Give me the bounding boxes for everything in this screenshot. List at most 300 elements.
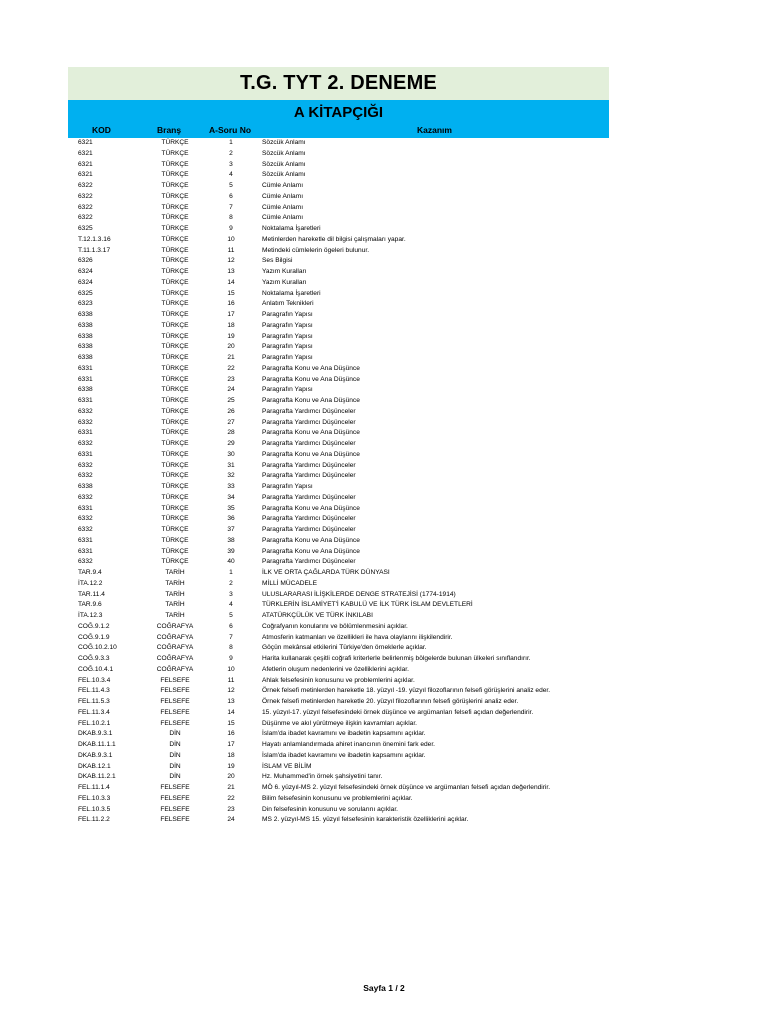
booklet-title: A KİTAPÇIĞI bbox=[68, 100, 609, 124]
table-row bbox=[68, 224, 609, 235]
cell-kazanim: Paragrafın Yapısı bbox=[262, 483, 313, 490]
table-row bbox=[68, 213, 609, 224]
cell-kazanim: Paragrafta Yardımcı Düşünceler bbox=[262, 461, 356, 469]
cell-soru-no: 11 bbox=[227, 246, 235, 254]
cell-kazanim: Hayatı anlamlandırmada ahiret inancının önemini fark eder. bbox=[262, 741, 435, 748]
cell-kod: DKAB.11.2.1 bbox=[78, 773, 116, 781]
table-row bbox=[68, 815, 609, 826]
cell-kod: 6332 bbox=[78, 558, 93, 566]
table-row bbox=[68, 590, 609, 601]
header-kazanim: Kazanım bbox=[417, 125, 452, 135]
cell-kazanim: Paragrafta Yardımcı Düşünceler bbox=[262, 418, 356, 426]
table-row bbox=[68, 536, 609, 547]
cell-kazanim: 15. yüzyıl-17. yüzyıl felsefesindeki örnek düşünce ve argümanları felsefi açıdan değerlendirir. bbox=[262, 708, 534, 716]
cell-kazanim: Paragrafta Yardımcı Düşünceler bbox=[262, 526, 356, 533]
table-row bbox=[68, 138, 609, 149]
cell-kod: 6324 bbox=[78, 268, 93, 275]
table-row bbox=[68, 697, 609, 708]
document-title: T.G. TYT 2. DENEME bbox=[68, 67, 609, 100]
table-row bbox=[68, 547, 609, 558]
table-row bbox=[68, 514, 609, 525]
table-row bbox=[68, 375, 609, 386]
table-row bbox=[68, 321, 609, 332]
cell-kod: DKAB.11.1.1 bbox=[78, 741, 116, 748]
cell-kod: 6331 bbox=[78, 429, 93, 437]
cell-soru-no: 12 bbox=[227, 257, 235, 265]
table-row bbox=[68, 557, 609, 568]
table-row bbox=[68, 289, 609, 300]
cell-brans: FELSEFE bbox=[160, 698, 190, 705]
cell-brans: TÜRKÇE bbox=[161, 515, 189, 523]
cell-soru-no: 14 bbox=[227, 708, 235, 716]
cell-brans: TÜRKÇE bbox=[161, 300, 189, 308]
cell-soru-no: 7 bbox=[229, 203, 233, 211]
cell-kod: 6322 bbox=[78, 182, 93, 189]
cell-soru-no: 6 bbox=[229, 192, 233, 200]
cell-kazanim: Noktalama İşaretleri bbox=[262, 289, 321, 297]
cell-kod: 6338 bbox=[78, 483, 93, 490]
cell-kazanim: Atmosferin katmanları ve özellikleri ile hava olaylarını ilişkilendirir. bbox=[262, 633, 453, 641]
cell-kod: 6338 bbox=[78, 354, 93, 361]
cell-kazanim: Cümle Anlamı bbox=[262, 192, 304, 200]
cell-kod: FEL.11.2.2 bbox=[78, 816, 110, 824]
cell-brans: TÜRKÇE bbox=[161, 225, 189, 232]
table-row bbox=[68, 504, 609, 515]
cell-brans: TÜRKÇE bbox=[161, 418, 189, 426]
cell-soru-no: 12 bbox=[227, 687, 235, 695]
cell-kazanim: MÖ 6. yüzyıl-MS 2. yüzyıl felsefesindeki örnek düşünce ve argümanları felsefi açıdan değerlendirir. bbox=[262, 784, 551, 791]
cell-kazanim: Anlatım Teknikleri bbox=[262, 300, 314, 308]
cell-soru-no: 22 bbox=[227, 364, 235, 372]
cell-soru-no: 2 bbox=[229, 149, 233, 157]
cell-kod: 6332 bbox=[78, 440, 93, 447]
cell-soru-no: 6 bbox=[229, 622, 233, 630]
cell-kod: 6338 bbox=[78, 343, 93, 351]
table-row bbox=[68, 708, 609, 719]
cell-brans: TÜRKÇE bbox=[161, 386, 189, 394]
cell-brans: COĞRAFYA bbox=[156, 622, 194, 630]
cell-brans: TARİH bbox=[165, 579, 185, 587]
cell-soru-no: 21 bbox=[227, 354, 235, 361]
cell-brans: FELSEFE bbox=[160, 687, 190, 695]
table-row bbox=[68, 482, 609, 493]
header-brans: Branş bbox=[157, 125, 182, 135]
cell-kazanim: İslam'da ibadet kavramını ve ibadetin kapsamını açıklar. bbox=[262, 730, 426, 738]
cell-kod: COĞ.10.2.10 bbox=[78, 644, 117, 652]
cell-kod: FEL.10.3.3 bbox=[78, 794, 111, 802]
cell-kod: 6321 bbox=[78, 139, 93, 146]
cell-brans: TÜRKÇE bbox=[161, 375, 189, 383]
cell-soru-no: 18 bbox=[227, 751, 235, 759]
table-row bbox=[68, 170, 609, 181]
cell-soru-no: 10 bbox=[227, 665, 235, 673]
cell-kazanim: Paragrafta Konu ve Ana Düşünce bbox=[262, 504, 360, 512]
cell-brans: TÜRKÇE bbox=[161, 397, 189, 404]
cell-soru-no: 36 bbox=[227, 515, 235, 523]
cell-soru-no: 9 bbox=[229, 225, 233, 232]
cell-kod: DKAB.12.1 bbox=[78, 762, 111, 770]
cell-soru-no: 15 bbox=[227, 719, 235, 727]
cell-brans: TÜRKÇE bbox=[161, 289, 189, 297]
cell-kazanim: Paragrafta Konu ve Ana Düşünce bbox=[262, 429, 360, 437]
cell-kazanim: ULUSLARARASI İLİŞKİLERDE DENGE STRATEJİSİ (1774-1914) bbox=[262, 590, 456, 598]
cell-soru-no: 30 bbox=[227, 450, 235, 458]
table-row bbox=[68, 235, 609, 246]
cell-brans: TÜRKÇE bbox=[161, 182, 189, 189]
table-row bbox=[68, 783, 609, 794]
cell-kod: 6322 bbox=[78, 192, 93, 200]
cell-soru-no: 38 bbox=[227, 536, 235, 544]
cell-soru-no: 25 bbox=[227, 397, 235, 404]
cell-kod: 6322 bbox=[78, 203, 93, 211]
cell-brans: TÜRKÇE bbox=[161, 171, 189, 179]
cell-brans: TÜRKÇE bbox=[161, 526, 189, 533]
cell-kazanim: Paragrafta Yardımcı Düşünceler bbox=[262, 493, 356, 501]
cell-soru-no: 19 bbox=[227, 762, 235, 770]
cell-brans: DİN bbox=[169, 773, 181, 781]
cell-kod: 6331 bbox=[78, 547, 93, 555]
cell-soru-no: 27 bbox=[227, 418, 235, 426]
table-row bbox=[68, 794, 609, 805]
table-row bbox=[68, 385, 609, 396]
table-row bbox=[68, 729, 609, 740]
cell-kazanim: Metinlerden hareketle dil bilgisi çalışmaları yapar. bbox=[262, 235, 406, 243]
cell-soru-no: 4 bbox=[229, 601, 233, 609]
cell-brans: TÜRKÇE bbox=[161, 504, 189, 512]
cell-kod: 6321 bbox=[78, 149, 93, 157]
table-row bbox=[68, 493, 609, 504]
header-kod: KOD bbox=[92, 125, 111, 135]
cell-brans: TÜRKÇE bbox=[161, 246, 189, 254]
table-row bbox=[68, 149, 609, 160]
cell-soru-no: 39 bbox=[227, 547, 235, 555]
cell-kazanim: Sözcük Anlamı bbox=[262, 139, 306, 146]
cell-kazanim: TÜRKLERİN İSLAMİYET'İ KABULÜ VE İLK TÜRK İSLAM DEVLETLERİ bbox=[262, 601, 473, 609]
table-row bbox=[68, 342, 609, 353]
table-row bbox=[68, 364, 609, 375]
table-row bbox=[68, 611, 609, 622]
cell-soru-no: 21 bbox=[227, 784, 235, 791]
cell-kod: 6338 bbox=[78, 321, 93, 329]
cell-kazanim: Sözcük Anlamı bbox=[262, 171, 306, 179]
cell-kod: İTA.12.3 bbox=[78, 612, 103, 619]
cell-soru-no: 13 bbox=[227, 698, 235, 705]
table-row bbox=[68, 396, 609, 407]
cell-kod: FEL.11.4.3 bbox=[78, 687, 110, 695]
table-row bbox=[68, 772, 609, 783]
cell-soru-no: 3 bbox=[229, 160, 233, 168]
table-row bbox=[68, 600, 609, 611]
table-row bbox=[68, 418, 609, 429]
table-row bbox=[68, 428, 609, 439]
cell-kod: 6331 bbox=[78, 536, 93, 544]
cell-brans: TÜRKÇE bbox=[161, 203, 189, 211]
cell-kazanim: Paragrafın Yapısı bbox=[262, 386, 313, 394]
table-row bbox=[68, 461, 609, 472]
cell-kod: 6331 bbox=[78, 450, 93, 458]
table-row bbox=[68, 676, 609, 687]
cell-kazanim: Paragrafta Yardımcı Düşünceler bbox=[262, 407, 356, 415]
cell-kod: 6332 bbox=[78, 407, 93, 415]
table-row bbox=[68, 471, 609, 482]
cell-brans: TÜRKÇE bbox=[161, 440, 189, 447]
cell-brans: TÜRKÇE bbox=[161, 558, 189, 566]
cell-brans: TÜRKÇE bbox=[161, 536, 189, 544]
cell-brans: TÜRKÇE bbox=[161, 149, 189, 157]
cell-brans: TÜRKÇE bbox=[161, 450, 189, 458]
cell-kazanim: Hz. Muhammed'in örnek şahsiyetini tanır. bbox=[262, 773, 383, 781]
cell-brans: TÜRKÇE bbox=[161, 278, 189, 286]
cell-kazanim: ATATÜRKÇÜLÜK VE TÜRK İNKILABI bbox=[262, 612, 373, 619]
cell-kod: DKAB.9.3.1 bbox=[78, 730, 113, 738]
cell-kazanim: Yazım Kuralları bbox=[262, 278, 307, 286]
cell-brans: COĞRAFYA bbox=[156, 655, 194, 662]
cell-soru-no: 18 bbox=[227, 321, 235, 329]
cell-soru-no: 31 bbox=[227, 461, 235, 469]
cell-soru-no: 32 bbox=[227, 472, 235, 480]
cell-kod: 6321 bbox=[78, 160, 93, 168]
cell-kazanim: Paragrafta Konu ve Ana Düşünce bbox=[262, 450, 360, 458]
cell-soru-no: 24 bbox=[227, 386, 235, 394]
cell-kod: 6332 bbox=[78, 461, 93, 469]
cell-brans: TÜRKÇE bbox=[161, 192, 189, 200]
cell-brans: TARİH bbox=[165, 590, 185, 598]
table-row bbox=[68, 278, 609, 289]
cell-kod: 6331 bbox=[78, 364, 93, 372]
cell-soru-no: 29 bbox=[227, 440, 235, 447]
table-row bbox=[68, 160, 609, 171]
cell-kazanim: Paragrafta Yardımcı Düşünceler bbox=[262, 472, 356, 480]
cell-soru-no: 1 bbox=[229, 569, 233, 576]
table-body bbox=[68, 138, 609, 826]
table-row bbox=[68, 568, 609, 579]
cell-kazanim: Afetlerin oluşum nedenlerini ve özelliklerini açıklar. bbox=[262, 665, 409, 673]
cell-kod: 6338 bbox=[78, 332, 93, 340]
cell-kazanim: Sözcük Anlamı bbox=[262, 160, 306, 168]
cell-soru-no: 17 bbox=[227, 741, 235, 748]
cell-soru-no: 13 bbox=[227, 268, 235, 275]
cell-soru-no: 5 bbox=[229, 612, 233, 619]
cell-soru-no: 24 bbox=[227, 816, 235, 824]
cell-kazanim: Paragrafta Yardımcı Düşünceler bbox=[262, 440, 356, 447]
cell-soru-no: 22 bbox=[227, 794, 235, 802]
table-row bbox=[68, 256, 609, 267]
cell-soru-no: 7 bbox=[229, 633, 233, 641]
cell-kazanim: Cümle Anlamı bbox=[262, 182, 304, 189]
cell-kazanim: Paragrafın Yapısı bbox=[262, 343, 313, 351]
cell-soru-no: 8 bbox=[229, 644, 233, 652]
cell-kazanim: Yazım Kuralları bbox=[262, 268, 307, 275]
cell-kazanim: Paragrafta Konu ve Ana Düşünce bbox=[262, 397, 360, 404]
cell-kod: COĞ.9.3.3 bbox=[78, 655, 110, 662]
cell-kazanim: Paragrafta Konu ve Ana Düşünce bbox=[262, 547, 360, 555]
header-soru-no: A-Soru No bbox=[209, 125, 252, 135]
cell-brans: COĞRAFYA bbox=[156, 644, 194, 652]
cell-brans: TÜRKÇE bbox=[161, 257, 189, 265]
cell-brans: FELSEFE bbox=[160, 708, 190, 716]
table-row bbox=[68, 633, 609, 644]
cell-kazanim: Düşünme ve akıl yürütmeye ilişkin kavramları açıklar. bbox=[262, 719, 418, 727]
table-row bbox=[68, 450, 609, 461]
cell-kod: 6332 bbox=[78, 493, 93, 501]
cell-brans: TARİH bbox=[165, 569, 185, 576]
cell-kod: 6322 bbox=[78, 214, 93, 222]
table-row bbox=[68, 332, 609, 343]
worksheet bbox=[68, 67, 609, 826]
cell-kod: FEL.11.1.4 bbox=[78, 784, 110, 791]
table-row bbox=[68, 203, 609, 214]
table-row bbox=[68, 654, 609, 665]
cell-brans: TÜRKÇE bbox=[161, 354, 189, 361]
cell-brans: FELSEFE bbox=[160, 676, 190, 684]
table-row bbox=[68, 192, 609, 203]
cell-soru-no: 23 bbox=[227, 375, 235, 383]
cell-soru-no: 26 bbox=[227, 407, 235, 415]
cell-brans: TÜRKÇE bbox=[161, 429, 189, 437]
table-row bbox=[68, 525, 609, 536]
cell-kod: 6325 bbox=[78, 225, 93, 232]
cell-kod: 6332 bbox=[78, 515, 93, 523]
cell-brans: DİN bbox=[169, 741, 181, 748]
cell-brans: TÜRKÇE bbox=[161, 461, 189, 469]
table-row bbox=[68, 665, 609, 676]
cell-brans: TÜRKÇE bbox=[161, 160, 189, 168]
cell-kod: FEL.10.3.5 bbox=[78, 805, 111, 813]
table-row bbox=[68, 299, 609, 310]
cell-soru-no: 33 bbox=[227, 483, 235, 490]
cell-soru-no: 17 bbox=[227, 311, 235, 318]
cell-brans: FELSEFE bbox=[160, 784, 190, 791]
cell-kod: FEL.11.3.4 bbox=[78, 708, 110, 716]
cell-kazanim: Ahlak felsefesinin konusunu ve problemlerini açıklar. bbox=[262, 676, 415, 684]
cell-soru-no: 2 bbox=[229, 579, 233, 587]
cell-brans: TÜRKÇE bbox=[161, 214, 189, 222]
cell-kod: 6321 bbox=[78, 171, 93, 179]
cell-soru-no: 34 bbox=[227, 493, 235, 501]
cell-kod: TAR.9.6 bbox=[78, 601, 102, 609]
cell-soru-no: 40 bbox=[227, 558, 235, 566]
table-row bbox=[68, 310, 609, 321]
cell-soru-no: 37 bbox=[227, 526, 235, 533]
cell-soru-no: 19 bbox=[227, 332, 235, 340]
cell-kod: DKAB.9.3.1 bbox=[78, 751, 113, 759]
cell-soru-no: 9 bbox=[229, 655, 233, 662]
cell-soru-no: 1 bbox=[229, 139, 233, 146]
cell-soru-no: 28 bbox=[227, 429, 235, 437]
cell-kazanim: Paragrafta Konu ve Ana Düşünce bbox=[262, 375, 360, 383]
cell-kod: COĞ.10.4.1 bbox=[78, 665, 114, 673]
cell-brans: FELSEFE bbox=[160, 794, 190, 802]
cell-brans: COĞRAFYA bbox=[156, 665, 194, 673]
cell-brans: TÜRKÇE bbox=[161, 235, 189, 243]
cell-kazanim: MİLLİ MÜCADELE bbox=[262, 579, 317, 587]
cell-soru-no: 16 bbox=[227, 300, 235, 308]
table-row bbox=[68, 407, 609, 418]
table-header bbox=[68, 124, 609, 138]
cell-kazanim: Sözcük Anlamı bbox=[262, 149, 306, 157]
table-row bbox=[68, 751, 609, 762]
cell-kazanim: Noktalama İşaretleri bbox=[262, 225, 321, 232]
cell-kod: 6331 bbox=[78, 397, 93, 404]
cell-kazanim: Cümle Anlamı bbox=[262, 203, 304, 211]
cell-brans: TÜRKÇE bbox=[161, 493, 189, 501]
cell-brans: TÜRKÇE bbox=[161, 268, 189, 275]
cell-brans: TÜRKÇE bbox=[161, 407, 189, 415]
cell-kazanim: Ses Bilgisi bbox=[262, 257, 293, 265]
table-row bbox=[68, 579, 609, 590]
cell-soru-no: 3 bbox=[229, 590, 233, 598]
cell-kazanim: İSLAM VE BİLİM bbox=[262, 762, 312, 770]
cell-soru-no: 23 bbox=[227, 805, 235, 813]
cell-kod: COĞ.9.1.2 bbox=[78, 622, 110, 630]
table-row bbox=[68, 762, 609, 773]
cell-kod: T.11.1.3.17 bbox=[78, 246, 111, 254]
table-row bbox=[68, 439, 609, 450]
cell-brans: TÜRKÇE bbox=[161, 139, 189, 146]
cell-soru-no: 10 bbox=[227, 235, 235, 243]
table-row bbox=[68, 353, 609, 364]
cell-kod: COĞ.9.1.9 bbox=[78, 633, 110, 641]
cell-kazanim: Paragrafın Yapısı bbox=[262, 321, 313, 329]
cell-kod: 6325 bbox=[78, 289, 93, 297]
cell-kazanim: İslam'da ibadet kavramını ve ibadetin kapsamını açıklar. bbox=[262, 751, 426, 759]
cell-kod: İTA.12.2 bbox=[78, 579, 103, 587]
cell-kod: 6338 bbox=[78, 311, 93, 318]
cell-kazanim: Örnek felsefi metinlerden hareketle 18. yüzyıl -19. yüzyıl filozoflarının felsefi görüşlerini analiz eder. bbox=[262, 687, 551, 695]
cell-kod: 6332 bbox=[78, 418, 93, 426]
cell-kazanim: Paragrafta Yardımcı Düşünceler bbox=[262, 515, 356, 523]
cell-brans: TÜRKÇE bbox=[161, 343, 189, 351]
cell-soru-no: 16 bbox=[227, 730, 235, 738]
cell-kod: 6331 bbox=[78, 375, 93, 383]
cell-soru-no: 11 bbox=[227, 676, 235, 684]
cell-kod: FEL.10.3.4 bbox=[78, 676, 111, 684]
cell-brans: TÜRKÇE bbox=[161, 483, 189, 490]
table-row bbox=[68, 181, 609, 192]
cell-soru-no: 20 bbox=[227, 773, 235, 781]
cell-kazanim: Harita kullanarak çeşitli coğrafi kriterlerle belirlenmiş bölgelerde bulunan ülkeleri sınıflandırır. bbox=[262, 655, 531, 662]
cell-kod: 6323 bbox=[78, 300, 93, 308]
cell-kazanim: Paragrafın Yapısı bbox=[262, 332, 313, 340]
cell-soru-no: 8 bbox=[229, 214, 233, 222]
cell-kazanim: Paragrafın Yapısı bbox=[262, 311, 313, 318]
table-row bbox=[68, 246, 609, 257]
cell-brans: DİN bbox=[169, 730, 181, 738]
cell-brans: TÜRKÇE bbox=[161, 321, 189, 329]
cell-brans: FELSEFE bbox=[160, 719, 190, 727]
table-row bbox=[68, 643, 609, 654]
cell-brans: TÜRKÇE bbox=[161, 332, 189, 340]
cell-kod: TAR.9.4 bbox=[78, 569, 102, 576]
cell-kod: 6331 bbox=[78, 504, 93, 512]
table-row bbox=[68, 719, 609, 730]
cell-brans: DİN bbox=[169, 751, 181, 759]
cell-brans: TARİH bbox=[165, 612, 185, 619]
cell-kod: FEL.11.5.3 bbox=[78, 698, 110, 705]
cell-kazanim: Din felsefesinin konusunu ve sorularını açıklar. bbox=[262, 805, 398, 813]
cell-kazanim: Paragrafın Yapısı bbox=[262, 354, 313, 361]
cell-kazanim: Paragrafta Konu ve Ana Düşünce bbox=[262, 364, 360, 372]
cell-kazanim: Metindeki cümlelerin ögeleri bulunur. bbox=[262, 246, 370, 254]
cell-brans: COĞRAFYA bbox=[156, 633, 194, 641]
cell-brans: TÜRKÇE bbox=[161, 364, 189, 372]
table-row bbox=[68, 805, 609, 816]
table-row bbox=[68, 740, 609, 751]
cell-brans: FELSEFE bbox=[160, 805, 190, 813]
cell-kod: TAR.11.4 bbox=[78, 590, 105, 598]
cell-soru-no: 5 bbox=[229, 182, 233, 189]
cell-soru-no: 4 bbox=[229, 171, 233, 179]
